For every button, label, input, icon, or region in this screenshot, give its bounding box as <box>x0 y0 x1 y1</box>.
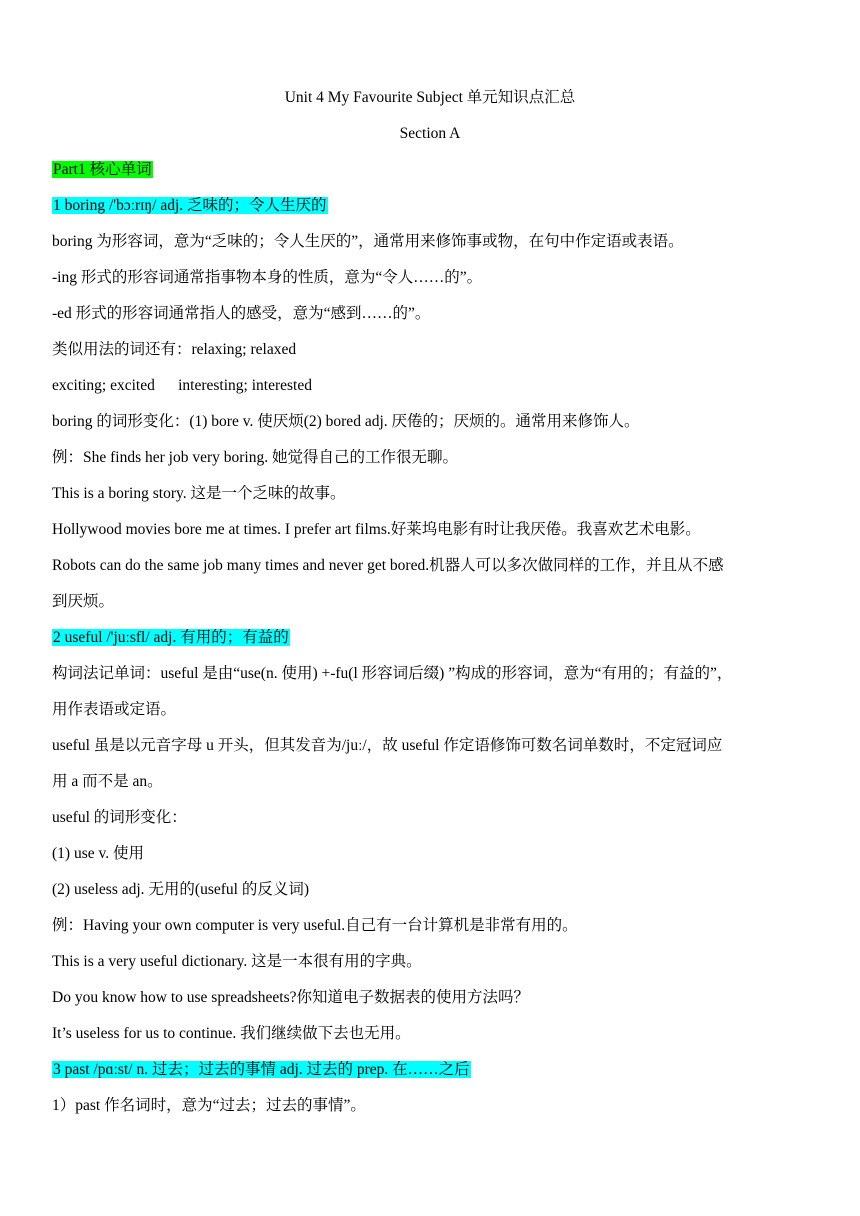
paragraph-line: 类似用法的词还有：relaxing; relaxed <box>52 341 297 358</box>
doc-title: Unit 4 My Favourite Subject 单元知识点汇总 <box>284 89 576 106</box>
example-line: 例：She finds her job very boring. 她觉得自己的工作很无聊。 <box>52 449 458 466</box>
paragraph-line: (1) use v. 使用 <box>52 845 144 862</box>
word2-heading-line <box>52 627 810 649</box>
example-line: This is a boring story. 这是一个乏味的故事。 <box>52 485 346 502</box>
word1-heading-line <box>52 195 810 217</box>
word3-heading-line <box>52 1059 810 1081</box>
example-line: 例：Having your own computer is very useful.自己有一台计算机是非常有用的。 <box>52 917 578 934</box>
paragraph-line: (2) useless adj. 无用的(useful 的反义词) <box>52 881 309 898</box>
section-title: Section A <box>399 125 461 142</box>
example-line: Robots can do the same job many times and never get bored.机器人可以多次做同样的工作，并且从不感 <box>52 557 724 574</box>
paragraph-line: useful 虽是以元音字母 u 开头，但其发音为/juː/，故 useful 作定语修饰可数名词单数时，不定冠词应 <box>52 737 723 754</box>
part1-heading-line <box>52 159 810 181</box>
example-line: This is a very useful dictionary. 这是一本很有用的字典。 <box>52 953 422 970</box>
paragraph-line: -ed 形式的形容词通常指人的感受，意为“感到……的”。 <box>52 305 431 322</box>
example-line: Do you know how to use spreadsheets?你知道电子数据表的使用方法吗？ <box>52 989 530 1006</box>
paragraph-line: 构词法记单词：useful 是由“use(n. 使用) +-fu(l 形容词后缀) ”构成的形容词，意为“有用的；有益的”， <box>52 665 733 682</box>
paragraph-line: 用作表语或定语。 <box>52 701 177 718</box>
word3-heading: 3 past /pɑːst/ n. 过去；过去的事情 adj. 过去的 prep. 在……之后 <box>53 1061 470 1078</box>
paragraph-line: 1）past 作名词时，意为“过去；过去的事情”。 <box>52 1097 366 1114</box>
paragraph-line: exciting; excited interesting; interested <box>52 377 312 394</box>
example-line: It’s useless for us to continue. 我们继续做下去也无用。 <box>52 1025 411 1042</box>
word1-heading: 1 boring /'bɔːrɪŋ/ adj. 乏味的；令人生厌的 <box>53 197 327 214</box>
example-line: 到厌烦。 <box>52 593 115 610</box>
paragraph-line: boring 为形容词，意为“乏味的；令人生厌的”，通常用来修饰事或物，在句中作定语或表语。 <box>52 233 684 250</box>
paragraph-line: boring 的词形变化：(1) bore v. 使厌烦(2) bored adj. 厌倦的；厌烦的。通常用来修饰人。 <box>52 413 640 430</box>
paragraph-line: -ing 形式的形容词通常指事物本身的性质，意为“令人……的”。 <box>52 269 483 286</box>
example-line: Hollywood movies bore me at times. I prefer art films.好莱坞电影有时让我厌倦。我喜欢艺术电影。 <box>52 521 701 538</box>
word2-heading: 2 useful /'juːsfl/ adj. 有用的；有益的 <box>53 629 289 646</box>
part1-heading: Part1 核心单词 <box>53 161 152 178</box>
paragraph-line: useful 的词形变化： <box>52 809 187 826</box>
paragraph-line: 用 a 而不是 an。 <box>52 773 163 790</box>
